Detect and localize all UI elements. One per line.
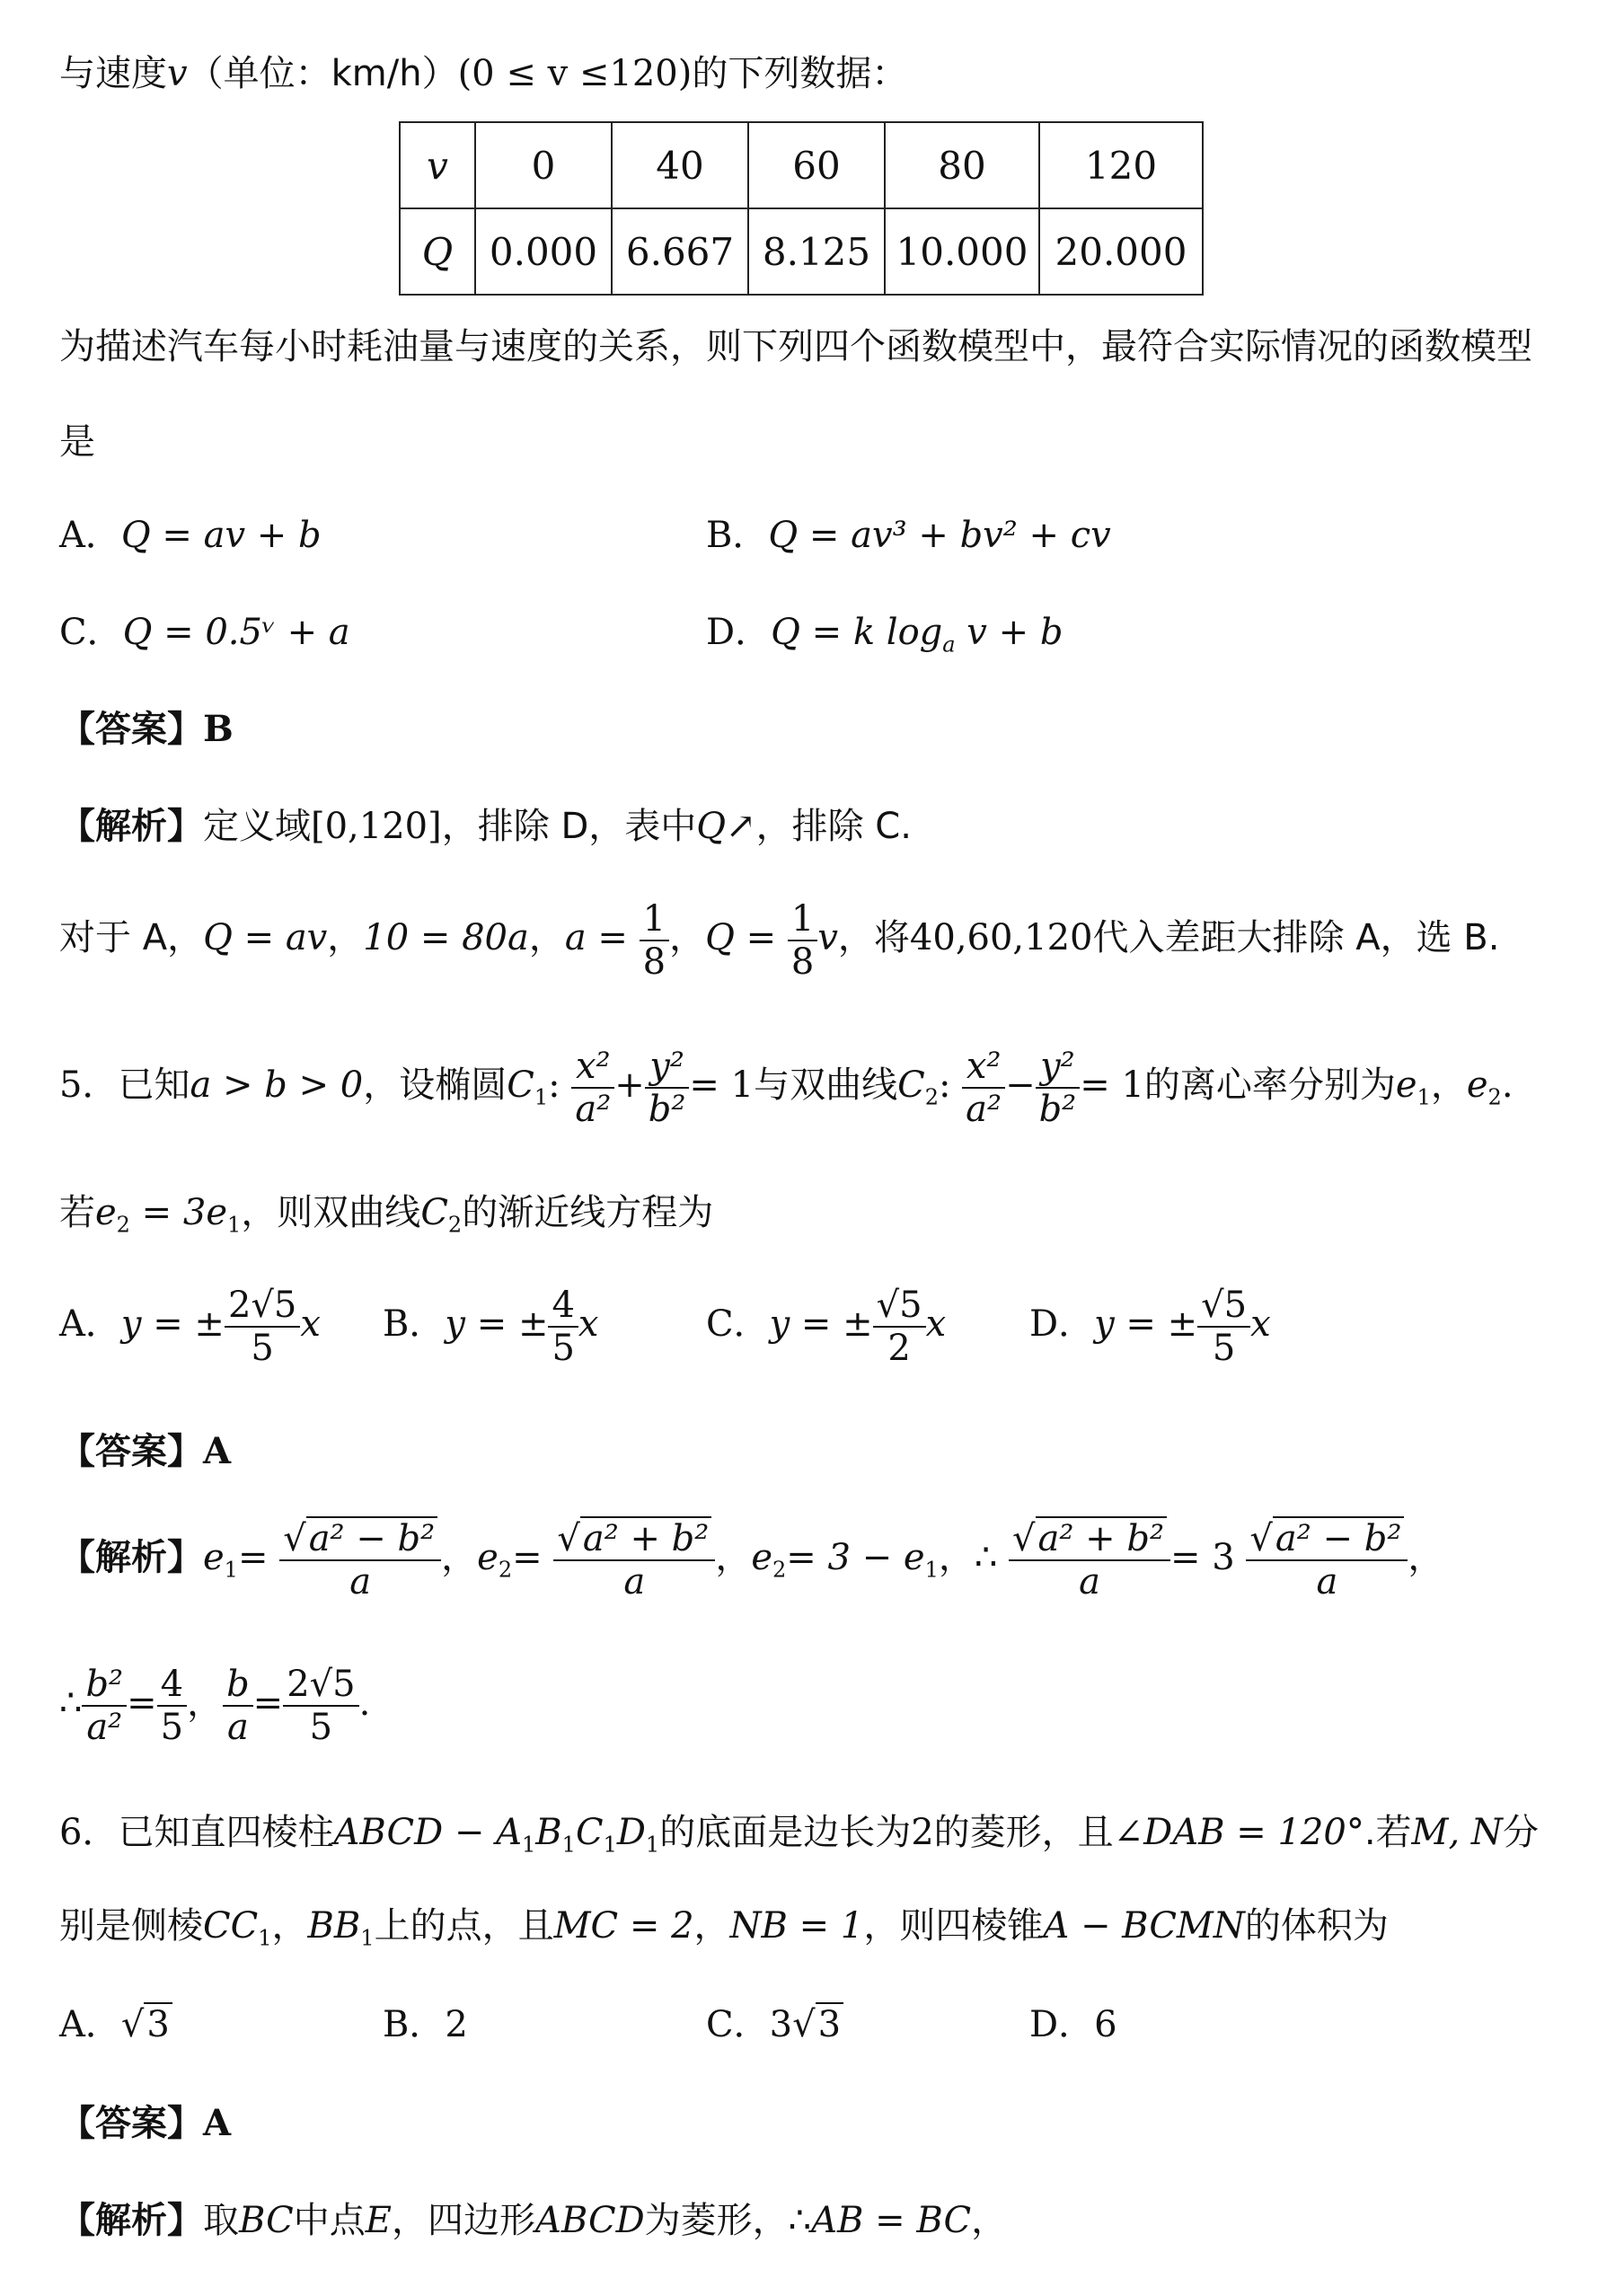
increasing-arrow-icon: ↗ [726,806,756,847]
q4-stem-line2: 是 [59,421,95,463]
speed-consumption-table [399,121,1204,296]
q4-analysis-line2: 对于 A，Q = av，10 = 80a，a = $\frac{1}{8}$ ，Q = $\frac{1}{8}$ v，将40,60,120代入差距大排除 A，选 B. [59,898,1500,983]
table-head-v: v [400,122,475,208]
q5-option-b: B．y = ± $\frac{4}{5}$ x [383,1285,599,1369]
fraction-y2-b2: $\frac{\text{y²}}{\text{b²}}$ [645,1046,690,1130]
q5-option-c: C．y = ± $\frac{√5}{2}$ x [706,1285,947,1369]
q4-option-c: C．Q = 0.5ᵛ + a [59,612,350,653]
q5-stem-line1: 5．已知a > b > 0，设椭圆$C_1$: $\frac{\text{x²}}{\text{a²}}$ + $\frac{\text{y²}}{\text{b²}}$ = 1与双曲线$C_2$: $\frac{\text{x²}}{\text{a²}}$ − $\frac{\text{y²}}{\text{b²}}$ = 1的离心率分别为$e_1$，$e_2$. [59,1046,1514,1130]
table-cell: 20.000 [1039,208,1203,295]
fraction-x2-a2: $\frac{\text{x²}}{\text{a²}}$ [962,1046,1005,1130]
q6-option-d: D．6 [1029,2004,1117,2045]
q5-option-d: D．y = ± $\frac{√5}{5}$ x [1029,1285,1271,1369]
table-cell: 0 [475,122,612,208]
q4-option-d: D．Q = k $\log_a v + b$ [706,612,1064,658]
q6-analysis-line1: 【解析】取BC中点E，四边形ABCD为菱形，∴AB = BC， [59,2200,1008,2241]
intro-line: 与速度v（单位：km/h）(0 ≤ v ≤120)的下列数据： [59,53,908,94]
q5-stem-line2: 若$e_2 = 3e_1$，则双曲线$C_2$的渐近线方程为 [59,1192,714,1238]
fraction-y2-b2: $\frac{\text{y²}}{\text{b²}}$ [1036,1046,1081,1130]
table-cell: 0.000 [475,208,612,295]
q6-option-c: C．3√3 [706,2003,843,2046]
q4-answer: 【答案】B [59,708,234,750]
table-cell: 60 [748,122,885,208]
table-head-q: Q [400,208,475,295]
q4-option-b: B．Q = av³ + bv² + cv [706,515,1111,556]
q5-analysis-line2: ∴ $\frac{\text{b²}}{\text{a²}}$ = $\frac{4}{5}$ ， $\frac{b}{a}$ = $\frac{2√5}{5}$ . [59,1664,371,1748]
q6-stem-line2: 别是侧棱$CC_1$，$BB_1$上的点，且MC = 2，NB = 1，则四棱锥A − BCMN的体积为 [59,1905,1389,1951]
q4-option-a: A．Q = av + b [59,515,322,556]
q6-stem-line1: 6．已知直四棱柱ABCD − $A_1B_1C_1D_1$的底面是边长为2的菱形，且∠DAB = 120°.若M, N分 [59,1812,1539,1858]
table-cell: 8.125 [748,208,885,295]
q5-option-a: A．y = ± $\frac{2√5}{5}$ x [59,1285,321,1369]
table-row [400,208,1203,295]
table-cell: 6.667 [612,208,748,295]
table-cell: 120 [1039,122,1203,208]
q5-analysis-line1: 【解析】$e_1=$ $\frac{\text{√a² − b²}}{a}$ ，$e_2=$ $\frac{\text{√a² + b²}}{a}$ ，$e_2= 3 - e_1$，∴ $\frac{\text{√a² + b²}}{a}$ = 3 $\frac{\text{√a² − b²}}{a}$ ， [59,1518,1444,1603]
q4-analysis-line1: 【解析】定义域[0,120]，排除 D，表中Q↗，排除 C. [59,806,912,847]
q6-option-a: A．√3 [59,2003,172,2046]
table-cell: 10.000 [885,208,1039,295]
q6-answer: 【答案】A [59,2102,232,2144]
table-cell: 80 [885,122,1039,208]
q4-stem-line1: 为描述汽车每小时耗油量与速度的关系，则下列四个函数模型中，最符合实际情况的函数模型 [59,326,1532,367]
fraction-one-eighth: $\frac{1}{8}$ [640,898,669,983]
table-row [400,122,1203,208]
q5-answer: 【答案】A [59,1430,232,1472]
fraction-one-eighth: $\frac{1}{8}$ [788,898,817,983]
table-cell: 40 [612,122,748,208]
q6-option-b: B．2 [383,2004,468,2045]
fraction-x2-a2: $\frac{\text{x²}}{\text{a²}}$ [571,1046,614,1130]
